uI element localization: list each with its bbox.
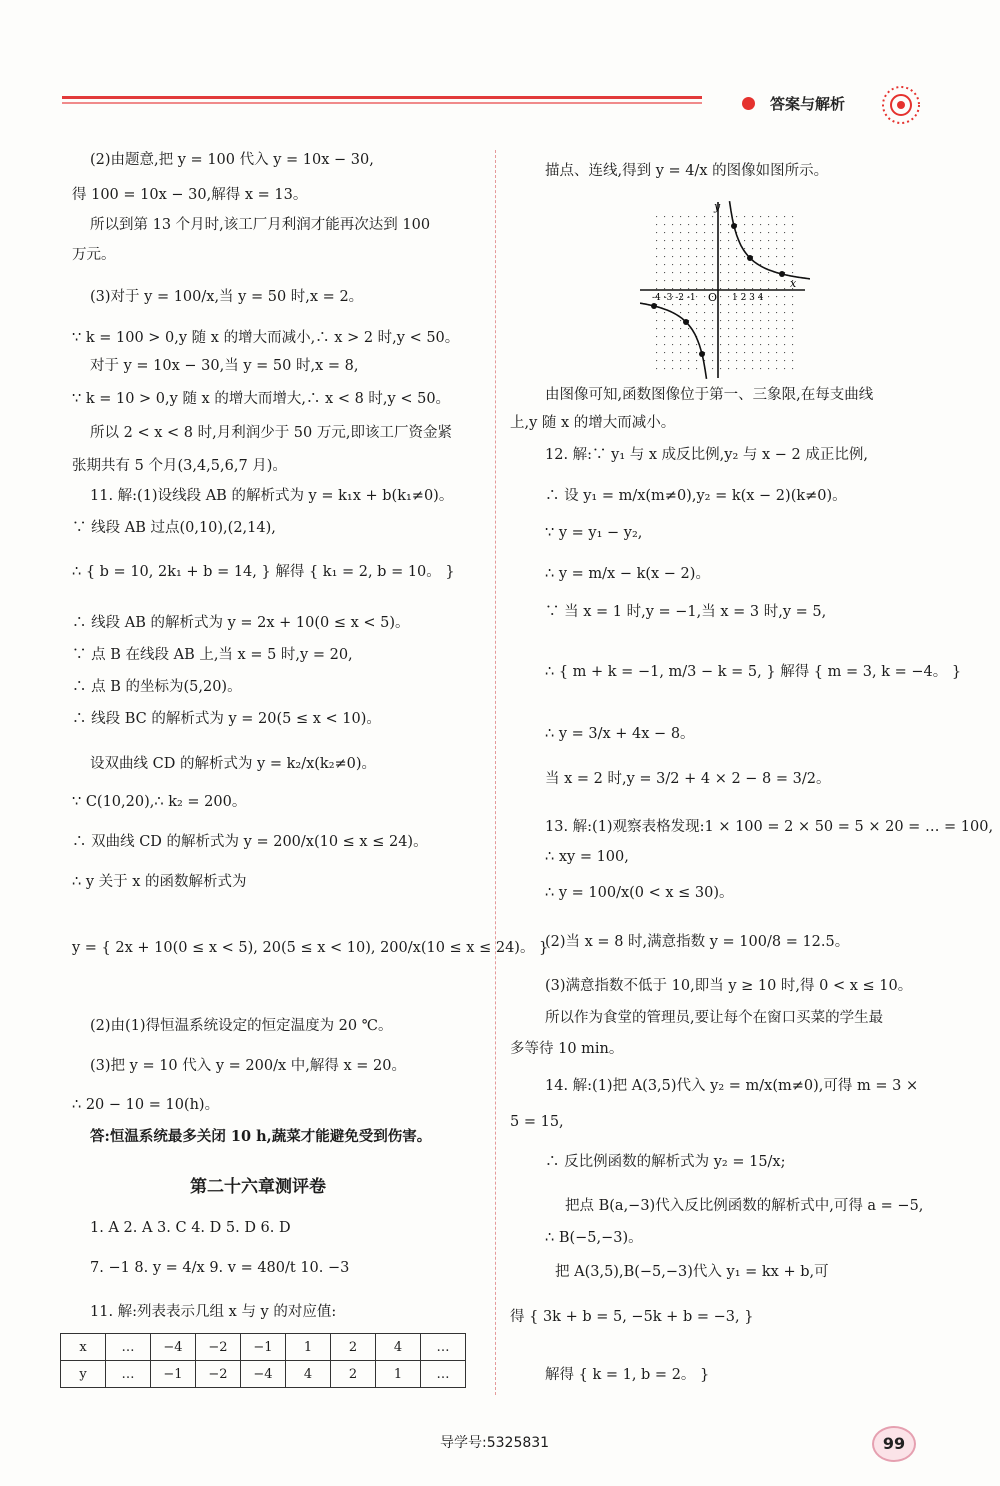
text-line: ∴ { m + k = −1, m/3 − k = 5, } 解得 { m = 3, k = −4。 } [545,664,962,680]
header-title: 答案与解析 [770,95,846,113]
text-line: ∴ y = 3/x + 4x − 8。 [545,726,695,742]
text-line: ∴ 双曲线 CD 的解析式为 y = 200/x(10 ≤ x ≤ 24)。 [72,834,428,850]
text-line: (2)由(1)得恒温系统设定的恒定温度为 20 ℃。 [90,1018,393,1034]
text-line: 得 { 3k + b = 5, −5k + b = −3, } [510,1309,754,1325]
text-line: 所以作为食堂的管理员,要让每个在窗口买菜的学生最 [545,1010,884,1026]
answer-line: 11. 解:列表表示几组 x 与 y 的对应值: [90,1304,337,1320]
text-line: 张期共有 5 个月(3,4,5,6,7 月)。 [72,458,287,474]
table-cell: 2 [331,1361,376,1388]
table-cell: 1 [376,1361,421,1388]
table-cell: … [421,1361,466,1388]
text-line: ∵ 当 x = 1 时,y = −1,当 x = 3 时,y = 5, [545,604,827,620]
text-line: y = { 2x + 10(0 ≤ x < 5), 20(5 ≤ x < 10), 200/x(10 ≤ x ≤ 24)。 } [72,940,549,956]
graph-point [747,255,753,261]
text-line: ∴ 线段 BC 的解析式为 y = 20(5 ≤ x < 10)。 [72,711,381,727]
text-line: 得 100 = 10x − 30,解得 x = 13。 [72,187,308,203]
header-rule-secondary [62,102,702,104]
page-number-badge: 99 [872,1426,916,1462]
graph-point [683,319,689,325]
text-line: (3)满意指数不低于 10,即当 y ≥ 10 时,得 0 < x ≤ 10。 [545,978,913,994]
text-line: (2)当 x = 8 时,满意指数 y = 100/8 = 12.5。 [545,934,850,950]
inverse-function-graph [640,200,810,380]
text-line: 13. 解:(1)观察表格发现:1 × 100 = 2 × 50 = 5 × 20 = … = 100, [545,819,994,835]
table-cell: −2 [196,1334,241,1361]
table-cell: −4 [241,1361,286,1388]
text-line: ∵ k = 10 > 0,y 随 x 的增大而增大,∴ x < 8 时,y < 50。 [72,391,451,407]
header-rule [62,96,702,99]
table-row [61,1361,466,1388]
text-line: ∴ y = m/x − k(x − 2)。 [545,566,710,582]
text-line: ∵ 点 B 在线段 AB 上,当 x = 5 时,y = 20, [72,647,353,663]
text-line: 万元。 [72,247,116,263]
x-axis-label: x [790,277,797,290]
table-cell: … [106,1334,151,1361]
table-cell: … [421,1334,466,1361]
text-line: 答:恒温系统最多关闭 10 h,蔬菜才能避免受到伤害。 [90,1128,432,1145]
text-line: ∴ 线段 AB 的解析式为 y = 2x + 10(0 ≤ x < 5)。 [72,615,410,631]
text-line: ∵ k = 100 > 0,y 随 x 的增大而减小,∴ x > 2 时,y < 50。 [72,330,460,346]
header-bullet-icon [742,97,755,110]
text-line: ∴ y = 100/x(0 < x ≤ 30)。 [545,885,734,901]
text-line: 多等待 10 min。 [510,1041,624,1057]
graph-point [731,223,737,229]
x-tick-labels-positive: 1 2 3 4 [732,293,764,303]
table-cell: −4 [151,1334,196,1361]
table-cell: −1 [241,1334,286,1361]
text-line: 对于 y = 10x − 30,当 y = 50 时,x = 8, [90,358,359,374]
column-divider [495,150,496,1395]
text-line: ∴ xy = 100, [545,849,629,865]
table-cell: 2 [331,1334,376,1361]
text-line: 由图像可知,函数图像位于第一、三象限,在每支曲线 [545,387,874,403]
guide-number: 导学号:5325831 [440,1435,550,1451]
text-line: 上,y 随 x 的增大而减小。 [510,415,676,431]
text-line: (3)把 y = 10 代入 y = 200/x 中,解得 x = 20。 [90,1058,406,1074]
text-line: ∴ { b = 10, 2k₁ + b = 14, } 解得 { k₁ = 2, b = 10。 } [72,564,455,580]
table-cell: 4 [376,1334,421,1361]
table-cell: … [106,1361,151,1388]
text-line: 把 A(3,5),B(−5,−3)代入 y₁ = kx + b,可 [555,1264,829,1280]
table-cell: y [61,1361,106,1388]
text-line: ∴ y 关于 x 的函数解析式为 [72,874,247,890]
text-line: 11. 解:(1)设线段 AB 的解析式为 y = k₁x + b(k₁≠0)。 [90,488,454,504]
text-line: 所以 2 < x < 8 时,月利润少于 50 万元,即该工厂资金紧 [90,425,452,441]
table-cell: −2 [196,1361,241,1388]
y-axis-label: y [714,200,721,213]
table-cell: 1 [286,1334,331,1361]
decorative-sun-logo-icon [878,82,924,128]
text-line: ∴ B(−5,−3)。 [545,1230,643,1246]
graph-point [779,271,785,277]
text-line: ∵ y = y₁ − y₂, [545,525,643,541]
text-line: 12. 解:∵ y₁ 与 x 成反比例,y₂ 与 x − 2 成正比例, [545,447,868,463]
text-line: (2)由题意,把 y = 100 代入 y = 10x − 30, [90,152,374,168]
text-line: 描点、连线,得到 y = 4/x 的图像如图所示。 [545,163,829,179]
text-line: (3)对于 y = 100/x,当 y = 50 时,x = 2。 [90,289,364,305]
text-line: 设双曲线 CD 的解析式为 y = k₂/x(k₂≠0)。 [90,756,377,772]
text-line: ∴ 20 − 10 = 10(h)。 [72,1097,220,1113]
text-line: 把点 B(a,−3)代入反比例函数的解析式中,可得 a = −5, [565,1198,924,1214]
origin-label: O [708,291,718,304]
answer-line: 7. −1 8. y = 4/x 9. v = 480/t 10. −3 [90,1260,350,1276]
text-line: ∵ C(10,20),∴ k₂ = 200。 [72,794,247,810]
graph-point [651,303,657,309]
table-cell: −1 [151,1361,196,1388]
text-line: 5 = 15, [510,1114,564,1130]
text-line: 所以到第 13 个月时,该工厂月利润才能再次达到 100 [90,217,431,233]
text-line: ∴ 设 y₁ = m/x(m≠0),y₂ = k(x − 2)(k≠0)。 [545,488,847,504]
x-tick-labels-negative: -4 -3 -2 -1 [652,293,696,303]
table-row [61,1334,466,1361]
text-line: ∴ 反比例函数的解析式为 y₂ = 15/x; [545,1154,786,1170]
text-line: 当 x = 2 时,y = 3/2 + 4 × 2 − 8 = 3/2。 [545,771,831,787]
value-table [60,1333,466,1388]
text-line: 14. 解:(1)把 A(3,5)代入 y₂ = m/x(m≠0),可得 m = 3 × [545,1078,919,1094]
graph-point [699,351,705,357]
text-line: ∴ 点 B 的坐标为(5,20)。 [72,679,242,695]
text-line: 解得 { k = 1, b = 2。 } [545,1367,710,1383]
text-line: ∵ 线段 AB 过点(0,10),(2,14), [72,520,276,536]
table-cell: 4 [286,1361,331,1388]
section-title: 第二十六章测评卷 [190,1177,326,1197]
table-cell: x [61,1334,106,1361]
answer-line: 1. A 2. A 3. C 4. D 5. D 6. D [90,1220,291,1236]
